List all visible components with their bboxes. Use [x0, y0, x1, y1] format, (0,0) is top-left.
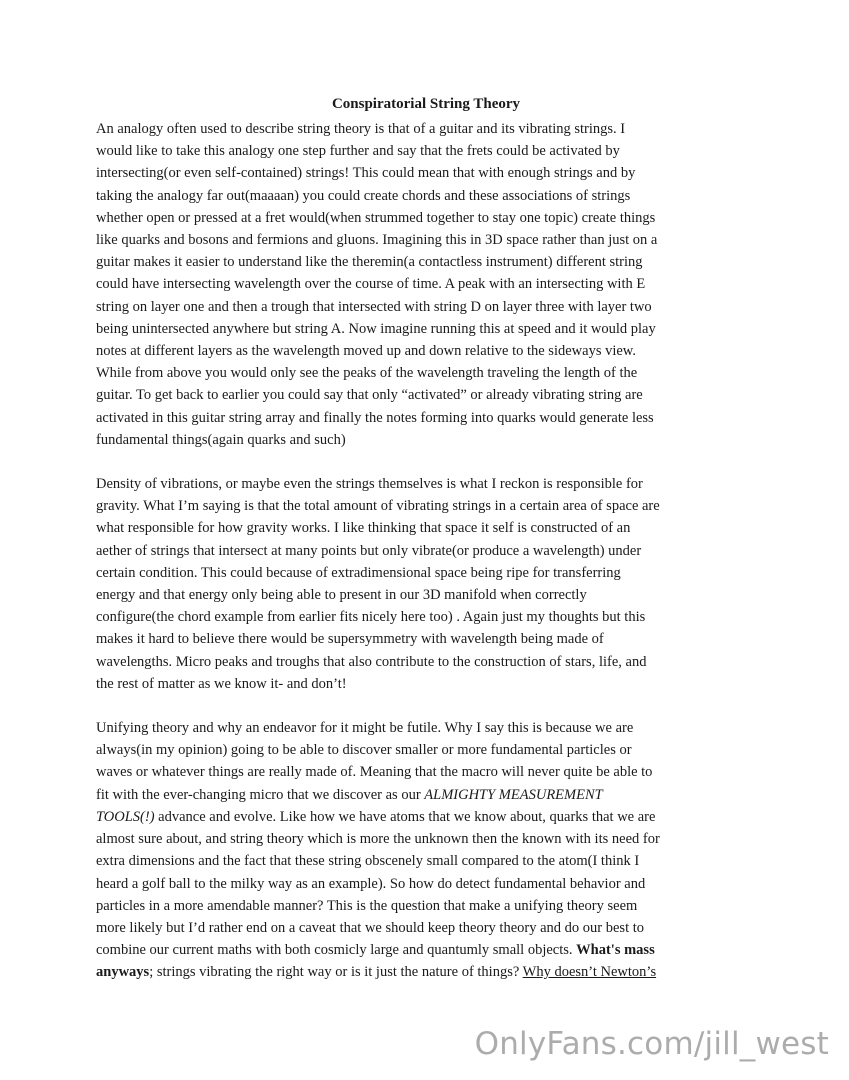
- italic-text: ALMIGHTY MEASUREMENT TOOLS(!): [96, 786, 603, 825]
- bold-text: What's mass anyways: [96, 942, 655, 981]
- paragraph-unifying-theory: [96, 717, 756, 983]
- document-title: Conspiratorial String Theory: [331, 96, 521, 112]
- paragraph-gravity: Density of vibrations, or maybe even the strings themselves is what I reckon is responsible for gravity. What I’m saying is that the total amount of vibrating strings in a certain area of space are what responsible for how gravity works. I like thinking that space it self is constructed of an aether of strings that intersect at many points but only vibrate(or produce a wavelength) under certain condition. This could because of extradimensional space being ripe for transferring energy and that energy only being able to present in our 3D manifold when correctly configure(the chord example from earlier fits nicely here too) . Again just my thoughts but this makes it hard to believe there would be supersymmetry with wavelength being made of wavelengths. Micro peaks and troughs that also contribute to the construction of stars, life, and the rest of matter as we know it- and don’t!: [96, 476, 660, 692]
- underlined-text: Why doesn’t Newton’s: [522, 964, 657, 981]
- watermark: OnlyFans.com/jill_west: [474, 1026, 829, 1062]
- paragraph-guitar-analogy: An analogy often used to describe string theory is that of a guitar and its vibrating strings. I would like to take this analogy one step further and say that the frets could be activated by intersecting(or even self-contained) strings! This could mean that with enough strings and by taking the analogy far out(maaaan) you could create chords and these associations of strings whether open or pressed at a fret would(when strummed together to stay one topic) create things like quarks and bosons and fermions and gluons. Imagining this in 3D space rather than just on a guitar makes it easier to understand like the theremin(a contactless instrument) different string could have intersecting wavelength over the course of time. A peak with an intersecting with E string on layer one and then a trough that intersected with string D on layer three with layer two being unintersected anywhere but string A. Now imagine running this at speed and it would play notes at different layers as the wavelength moved up and down relative to the sideways view. While from above you would only see the peaks of the wavelength traveling the length of the guitar. To get back to earlier you could say that only “activated” or already vibrating string are activated in this guitar string array and finally the notes forming into quarks would generate less fundamental things(again quarks and such): [96, 121, 658, 448]
- paragraph-text: advance and evolve. Like how we have atoms that we know about, quarks that we are almost sure about, and string theory which is more the unknown then the known with its need for extra dimensions and the fact that these string obscenely small compared to the atom(I think I heard a golf ball to the milky way as an example). So how do detect fundamental behavior and particles in a more amendable manner? This is the question that make a unifying theory seem more likely but I’d rather end on a caveat that we should keep theory theory and do our best to combine our current maths with both cosmicly large and quantumly small objects.: [96, 808, 660, 959]
- document-page: [96, 94, 756, 1006]
- paragraph-text: ; strings vibrating the right way or is it just the nature of things?: [149, 964, 523, 981]
- paragraph-text: Unifying theory and why an endeavor for it might be futile. Why I say this is because we are always(in my opinion) going to be able to discover smaller or more fundamental particles or waves or whatever things are really made of. Meaning that the macro will never quite be able to fit with the ever-changing micro that we discover as our: [96, 720, 653, 803]
